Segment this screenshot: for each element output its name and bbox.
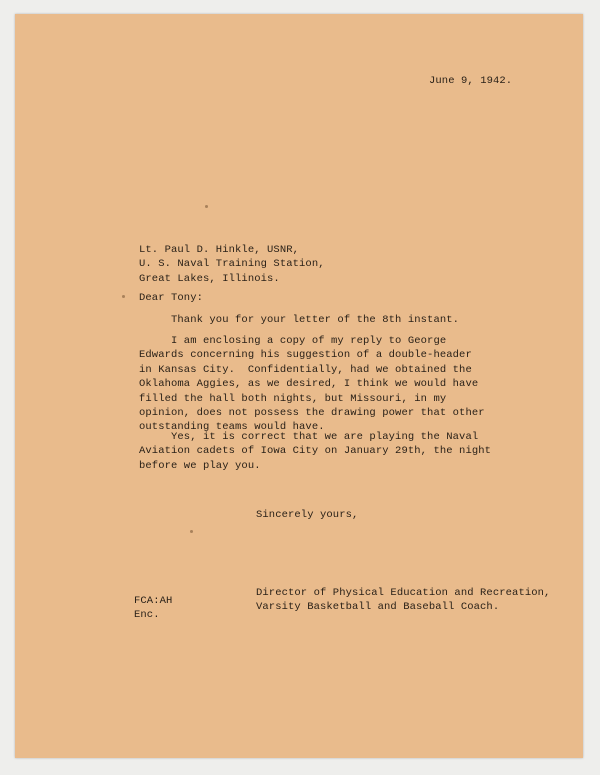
paper-blemish: [122, 295, 125, 298]
title-line: Varsity Basketball and Baseball Coach.: [256, 601, 500, 614]
address-line: Lt. Paul D. Hinkle, USNR,: [139, 244, 300, 256]
paragraph-line: Aviation cadets of Iowa City on January 29th, the night: [139, 445, 492, 458]
paragraph-line: Oklahoma Aggies, as we desired, I think we would have: [139, 378, 479, 391]
paragraph-line: I am enclosing a copy of my reply to George: [139, 335, 447, 347]
paper-blemish: [205, 205, 208, 208]
enclosure-note: Enc.: [134, 609, 160, 622]
paragraph-1: [139, 313, 459, 327]
paragraph-line: Edwards concerning his suggestion of a double-header: [139, 349, 472, 362]
address-line: Great Lakes, Illinois.: [139, 272, 280, 285]
paragraph-line: filled the hall both nights, but Missouri, in my: [139, 392, 447, 405]
paragraph-line: in Kansas City. Confidentially, had we obtained the: [139, 363, 472, 376]
closing: Sincerely yours,: [256, 509, 359, 521]
paragraph-line: outstanding teams would have.: [139, 421, 325, 434]
initials: FCA:AH: [134, 595, 173, 607]
address-line: U. S. Naval Training Station,: [139, 258, 325, 271]
paragraph-3: [139, 430, 491, 473]
paragraph-line: Thank you for your letter of the 8th instant.: [139, 314, 460, 326]
paragraph-line: before we play you.: [139, 459, 261, 472]
paragraph-line: Yes, it is correct that we are playing the Naval: [139, 431, 479, 443]
reference-initials: [134, 594, 172, 623]
signature-title: [256, 586, 550, 615]
paragraph-2: [139, 334, 485, 435]
paragraph-line: opinion, does not possess the drawing power that other: [139, 407, 485, 420]
inside-address: [139, 243, 325, 286]
title-line: Director of Physical Education and Recreation,: [256, 587, 551, 599]
letter-page: [15, 14, 583, 758]
salutation: Dear Tony:: [139, 292, 204, 304]
paper-blemish: [190, 530, 193, 533]
letter-date: June 9, 1942.: [429, 75, 513, 87]
